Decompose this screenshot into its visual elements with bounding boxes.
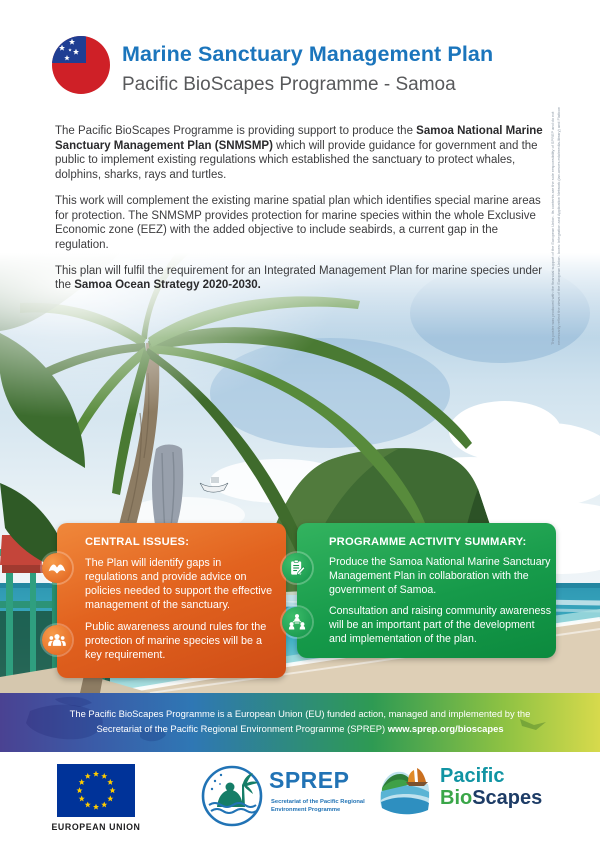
bioscapes-wordmark-pacific: Pacific [440, 765, 505, 787]
disclaimer-line-2: necessarily reflect the views of the European Union. Icons: Integration and Application Network (ian.umces.edu/media-library) and Flaticon [556, 106, 562, 345]
intro-paragraph-3: This plan will fulfil the requirement for an Integrated Management Plan for marine species under the Samoa Ocean Strategy 2020-2030. [55, 264, 543, 292]
sprep-logo-wordmark: SPREP [269, 767, 350, 793]
community-consultation-icon [282, 607, 312, 637]
programme-summary-item-2: Consultation and raising community awareness will be an important part of the development and implementation of the plan. [329, 605, 551, 645]
sprep-bioscapes-link[interactable]: www.sprep.org/bioscapes [387, 723, 504, 735]
eu-disclaimer-sidenote [549, 106, 563, 345]
page-subtitle: Pacific BioScapes Programme - Samoa [122, 74, 456, 95]
page-title: Marine Sanctuary Management Plan [122, 42, 494, 66]
intro-paragraph-2: This work will complement the existing marine spatial plan which identifies special marine areas for protection. The SNMSMP provides protection for marine species within the whole Exclusive Economic zone (EEZ) with the added objective to include seabirds, a current gap in the regulation. [55, 194, 541, 252]
european-union-flag-icon [57, 764, 135, 817]
footer-line-1: The Pacific BioScapes Programme is a European Union (EU) funded action, managed and implemented by the [69, 708, 531, 719]
sprep-logo-icon [199, 761, 267, 831]
footer-credit-bar [0, 693, 600, 752]
whale-tail-icon [42, 553, 72, 583]
pacific-bioscapes-logo-icon [378, 762, 432, 820]
bioscapes-wordmark-bioscapes: BioScapes [440, 787, 543, 809]
intro-text [55, 124, 547, 304]
programme-summary-box [297, 523, 556, 658]
footer-credit-text [0, 693, 600, 736]
clipboard-pencil-icon [282, 553, 312, 583]
programme-summary-title: PROGRAMME ACTIVITY SUMMARY: [329, 536, 527, 548]
sprep-logo-tagline: Secretariat of the Pacific Regional Environment Programme [271, 799, 365, 813]
programme-summary-item-1: Produce the Samoa National Marine Sanctuary Management Plan in collaboration with the government of Samoa. [329, 556, 551, 596]
central-issue-item-1: The Plan will identify gaps in regulations and provide advice on policies needed to support the effective management of the sanctuary. [85, 557, 273, 612]
footer-line-2: Secretariat of the Pacific Regional Environment Programme (SPREP) www.sprep.org/bioscapes [96, 723, 504, 735]
central-issues-box [57, 523, 286, 678]
central-issue-item-2: Public awareness around rules for the protection of marine species will be a key requirement. [85, 621, 267, 662]
people-group-icon [42, 625, 72, 655]
eu-logo-caption: EUROPEAN UNION [51, 822, 141, 832]
samoa-flag-icon [52, 36, 110, 94]
disclaimer-line-1: This poster was produced with the financial support of the European Union. Its contents are the sole responsibility of SPREP and do not [550, 111, 555, 345]
intro-paragraph-1: The Pacific BioScapes Programme is providing support to produce the Samoa National Marine Sanctuary Management Plan (SNMSMP) which will provide guidance for government and the public to implement existing regulations which established the sanctuary to protect whales, dolphins, sharks, rays and turtles. [55, 125, 543, 182]
central-issues-title: CENTRAL ISSUES: [85, 536, 190, 548]
